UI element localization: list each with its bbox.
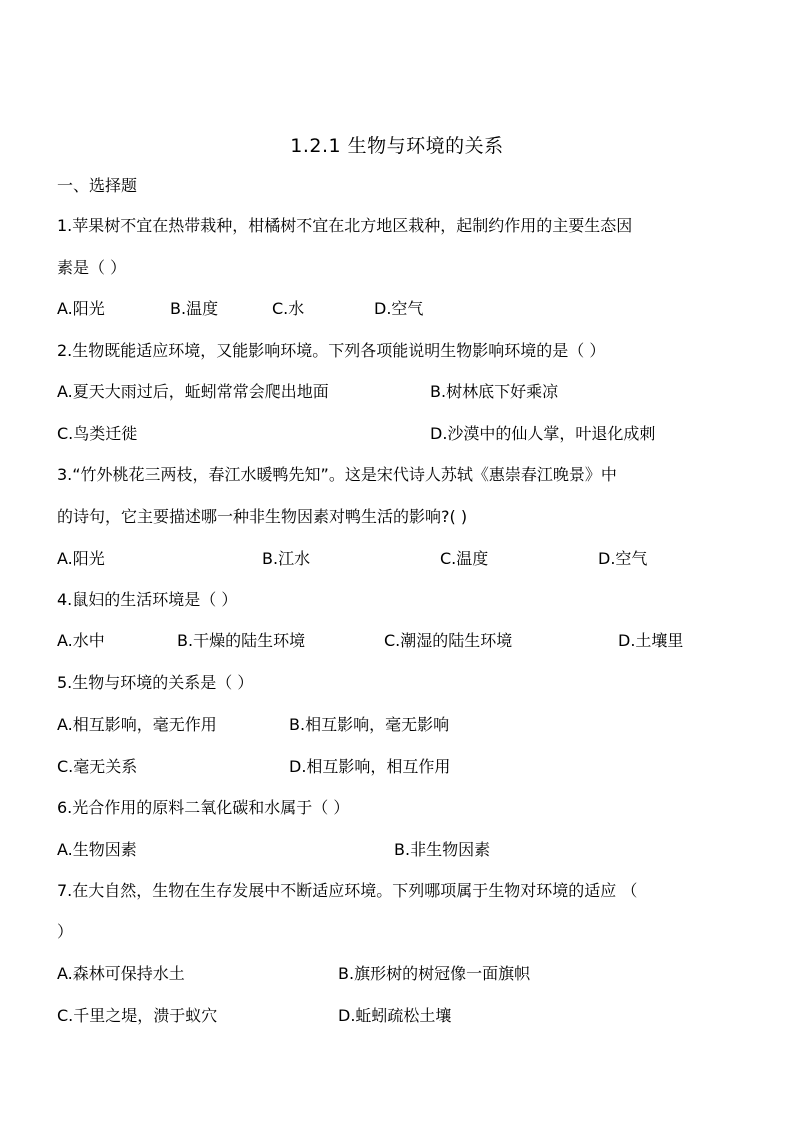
option: C.鸟类迁徙 bbox=[57, 424, 138, 443]
option: D.蚯蚓疏松土壤 bbox=[338, 1006, 452, 1025]
option: D.空气 bbox=[374, 299, 424, 318]
question-stem: 7.在大自然，生物在生存发展中不断适应环境。下列哪项属于生物对环境的适应 （ bbox=[57, 881, 638, 900]
option: A.夏天大雨过后，蚯蚓常常会爬出地面 bbox=[57, 382, 329, 401]
option: B.干燥的陆生环境 bbox=[177, 631, 306, 650]
option: A.阳光 bbox=[57, 299, 105, 318]
option: C.潮湿的陆生环境 bbox=[384, 631, 513, 650]
option: A.阳光 bbox=[57, 549, 105, 568]
option: B.江水 bbox=[262, 549, 311, 568]
question-stem: 3.“竹外桃花三两枝，春江水暖鸭先知”。这是宋代诗人苏轼《惠崇春江晚景》中 bbox=[57, 465, 617, 484]
question-stem: 的诗句，它主要描述哪一种非生物因素对鸭生活的影响?( ) bbox=[57, 507, 468, 526]
option: A.生物因素 bbox=[57, 840, 137, 859]
option: B.温度 bbox=[170, 299, 219, 318]
question-stem: 4.鼠妇的生活环境是（ ） bbox=[57, 590, 238, 609]
option: C.千里之堤，溃于蚁穴 bbox=[57, 1006, 218, 1025]
option: B.相互影响，毫无影响 bbox=[289, 715, 450, 734]
option: C.毫无关系 bbox=[57, 757, 138, 776]
question-stem: 1.苹果树不宜在热带栽种，柑橘树不宜在北方地区栽种，起制约作用的主要生态因 bbox=[57, 216, 633, 235]
option: D.相互影响，相互作用 bbox=[289, 757, 451, 776]
option: B.非生物因素 bbox=[394, 840, 491, 859]
option: B.旗形树的树冠像一面旗帜 bbox=[338, 964, 531, 983]
option: B.树林底下好乘凉 bbox=[430, 382, 559, 401]
question-stem: 素是（ ） bbox=[57, 258, 127, 277]
page-title: 1.2.1 生物与环境的关系 bbox=[290, 135, 504, 157]
question-stem: 5.生物与环境的关系是（ ） bbox=[57, 673, 254, 692]
option: C.温度 bbox=[440, 549, 489, 568]
option: A.水中 bbox=[57, 631, 105, 650]
section-heading: 一、选择题 bbox=[57, 176, 138, 195]
option: C.水 bbox=[272, 299, 305, 318]
option: A.森林可保持水土 bbox=[57, 964, 185, 983]
option: D.空气 bbox=[598, 549, 648, 568]
question-stem: 2.生物既能适应环境，又能影响环境。下列各项能说明生物影响环境的是（ ） bbox=[57, 341, 606, 360]
option: A.相互影响，毫无作用 bbox=[57, 715, 217, 734]
option: D.沙漠中的仙人掌，叶退化成刺 bbox=[430, 424, 656, 443]
option: D.土壤里 bbox=[618, 631, 684, 650]
question-stem: ） bbox=[57, 922, 74, 941]
question-stem: 6.光合作用的原料二氧化碳和水属于（ ） bbox=[57, 798, 350, 817]
